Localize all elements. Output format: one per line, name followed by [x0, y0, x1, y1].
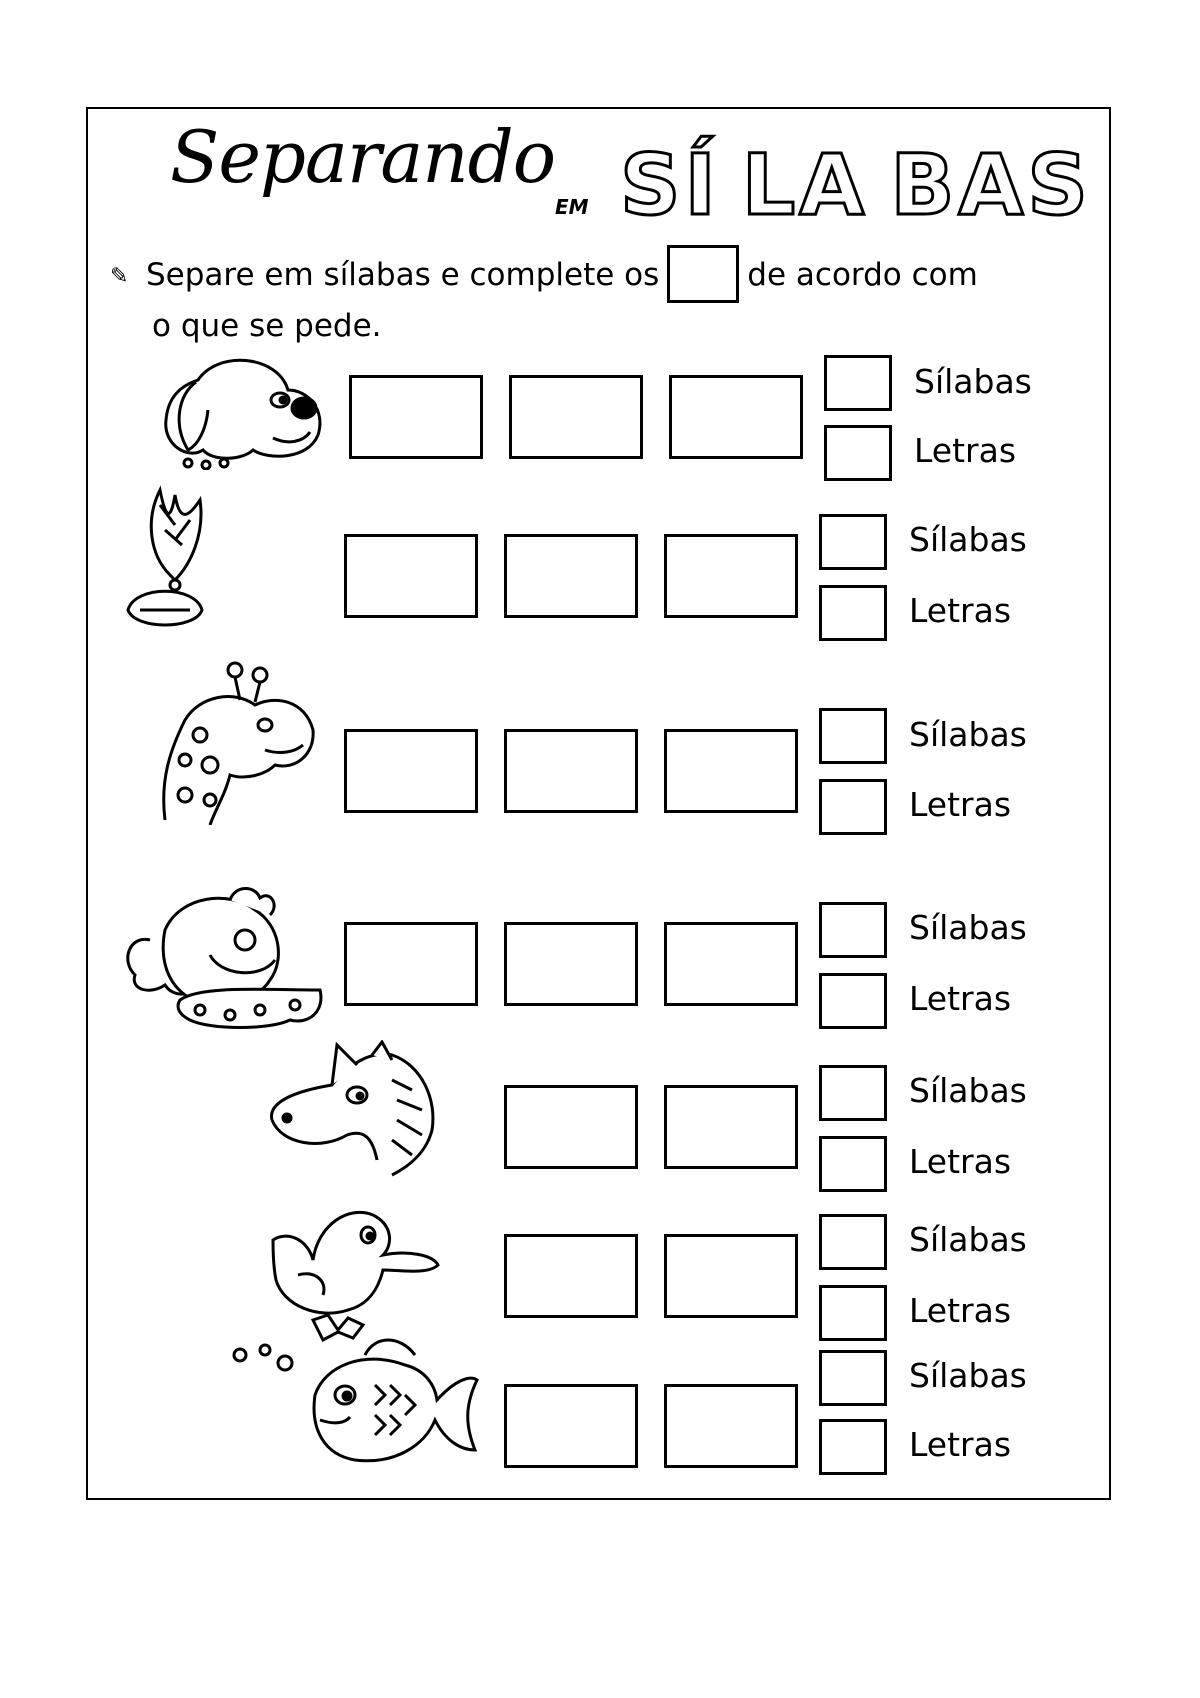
syllable-box[interactable] [344, 922, 478, 1006]
silabas-label: Sílabas [909, 908, 1027, 947]
pineapple-picture [120, 485, 220, 645]
silabas-label: Sílabas [909, 1220, 1027, 1259]
instructions-part1: Separe em sílabas e complete os [146, 257, 660, 293]
syllable-box[interactable] [664, 1234, 798, 1318]
silabas-label: Sílabas [909, 520, 1027, 559]
title-syllables [620, 135, 1092, 235]
syllable-box[interactable] [504, 1234, 638, 1318]
silabas-count-box[interactable] [819, 1350, 887, 1406]
letras-label: Letras [909, 1425, 1012, 1464]
letras-count-box[interactable] [819, 779, 887, 835]
syllable-box[interactable] [664, 922, 798, 1006]
letras-count-box[interactable] [819, 585, 887, 641]
syllable-box[interactable] [504, 534, 638, 618]
letras-count-box[interactable] [819, 973, 887, 1029]
syllable-box[interactable] [344, 729, 478, 813]
syllable-box[interactable] [669, 375, 803, 459]
syllable-box[interactable] [664, 1384, 798, 1468]
letras-count-box[interactable] [819, 1136, 887, 1192]
letras-count-box[interactable] [824, 425, 892, 481]
title-em: EM [555, 195, 589, 219]
letras-label: Letras [909, 591, 1012, 630]
title-syllable-1: SÍ [620, 136, 720, 234]
letras-label: Letras [909, 979, 1012, 1018]
syllable-box[interactable] [509, 375, 643, 459]
fish-picture [225, 1325, 480, 1475]
syllable-box[interactable] [504, 1384, 638, 1468]
silabas-count-box[interactable] [819, 708, 887, 764]
syllable-box[interactable] [504, 922, 638, 1006]
letras-label: Letras [909, 785, 1012, 824]
silabas-label: Sílabas [909, 1071, 1027, 1110]
clown-picture [120, 880, 330, 1035]
silabas-label: Sílabas [914, 362, 1032, 401]
syllable-box[interactable] [664, 729, 798, 813]
duck-picture [268, 1200, 448, 1345]
letras-count-box[interactable] [819, 1285, 887, 1341]
syllable-box[interactable] [349, 375, 483, 459]
silabas-count-box[interactable] [824, 355, 892, 411]
title-syllable-2: LA [741, 136, 869, 234]
instructions [110, 245, 1110, 349]
silabas-count-box[interactable] [819, 514, 887, 570]
letras-label: Letras [909, 1291, 1012, 1330]
syllable-box[interactable] [504, 1085, 638, 1169]
zebra-picture [262, 1040, 442, 1180]
silabas-label: Sílabas [909, 1356, 1027, 1395]
syllable-box[interactable] [664, 534, 798, 618]
silabas-count-box[interactable] [819, 902, 887, 958]
instructions-part3: o que se pede. [152, 308, 382, 344]
silabas-count-box[interactable] [819, 1065, 887, 1121]
letras-label: Letras [909, 1142, 1012, 1181]
syllable-box[interactable] [504, 729, 638, 813]
dog-picture [158, 350, 328, 470]
example-box [667, 245, 739, 303]
syllable-box[interactable] [664, 1085, 798, 1169]
syllable-box[interactable] [344, 534, 478, 618]
giraffe-picture [155, 660, 325, 825]
letras-count-box[interactable] [819, 1419, 887, 1475]
worksheet-title [160, 115, 1092, 245]
silabas-count-box[interactable] [819, 1214, 887, 1270]
instructions-part2: de acordo com [747, 257, 978, 293]
title-script: Separando [170, 115, 556, 199]
letras-label: Letras [914, 431, 1017, 470]
silabas-label: Sílabas [909, 715, 1027, 754]
title-syllable-3: BAS [890, 136, 1092, 234]
pencil-icon: ✎ [110, 263, 129, 289]
